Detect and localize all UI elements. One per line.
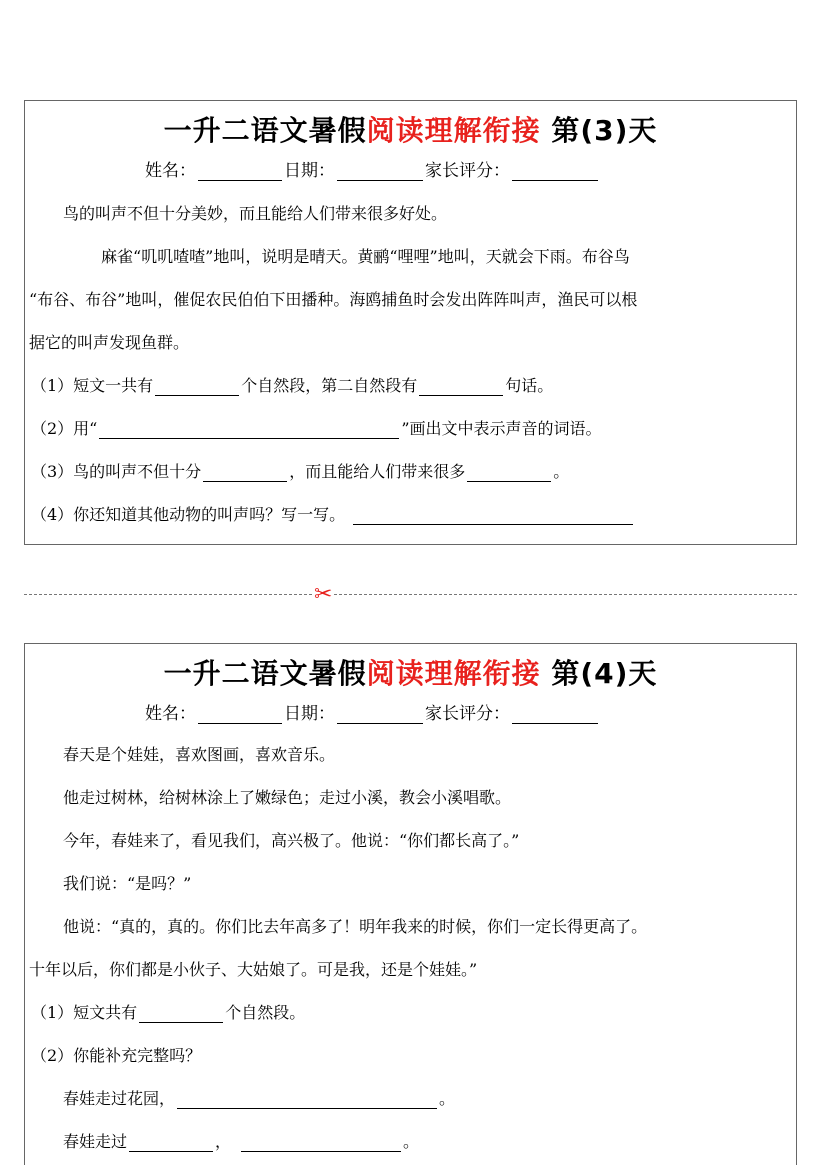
passage-line: 十年以后，你们都是小伙子、大姑娘了。可是我，还是个娃娃。” bbox=[29, 960, 478, 979]
passage-line: “布谷、布谷”地叫，催促农民伯伯下田播种。海鸥捕鱼时会发出阵阵叫声，渔民可以根 bbox=[29, 290, 638, 309]
answer-blank[interactable] bbox=[241, 1133, 401, 1152]
passage-line: 他说：“真的，真的。你们比去年高多了！明年我来的时候，你们一定长得更高了。 bbox=[63, 917, 648, 936]
date-blank[interactable] bbox=[337, 705, 423, 724]
student-info-row: 姓名： 日期： 家长评分： bbox=[145, 699, 600, 724]
card-title: 一升二语文暑假阅读理解衔接 第(3)天 bbox=[163, 114, 658, 147]
passage-line: 今年，春娃来了，看见我们，高兴极了。他说：“你们都长高了。” bbox=[63, 831, 520, 850]
scissors-icon: ✂ bbox=[314, 582, 333, 607]
passage-line: 我们说：“是吗？” bbox=[63, 874, 192, 893]
passage-line: 春天是个娃娃，喜欢图画，喜欢音乐。 bbox=[63, 745, 336, 764]
fill-sentence-2: 春娃走过 ， 。 bbox=[63, 1132, 420, 1151]
exercise-card-day3 bbox=[24, 100, 797, 545]
score-blank[interactable] bbox=[512, 162, 598, 181]
answer-blank[interactable] bbox=[353, 506, 633, 525]
fill-sentence-1: 春娃走过花园， 。 bbox=[63, 1089, 456, 1108]
cut-line bbox=[24, 594, 797, 595]
answer-blank[interactable] bbox=[155, 377, 239, 396]
question-1: （1）短文共有 个自然段。 bbox=[31, 1003, 306, 1022]
date-blank[interactable] bbox=[337, 162, 423, 181]
answer-blank[interactable] bbox=[139, 1004, 223, 1023]
question-4: （4）你还知道其他动物的叫声吗？写一写。 bbox=[31, 502, 790, 525]
answer-blank[interactable] bbox=[203, 463, 287, 482]
question-2: （2）你能补充完整吗？ bbox=[31, 1046, 202, 1065]
name-blank[interactable] bbox=[198, 162, 282, 181]
passage-line: 据它的叫声发现鱼群。 bbox=[29, 333, 190, 352]
question-2: （2）用“ ”画出文中表示声音的词语。 bbox=[31, 419, 602, 438]
exercise-card-day4 bbox=[24, 643, 797, 1165]
question-3: （3）鸟的叫声不但十分 ，而且能给人们带来很多 。 bbox=[31, 462, 570, 481]
answer-blank[interactable] bbox=[177, 1090, 437, 1109]
answer-blank[interactable] bbox=[99, 420, 399, 439]
card-title: 一升二语文暑假阅读理解衔接 第(4)天 bbox=[163, 657, 658, 690]
question-1: （1）短文一共有 个自然段，第二自然段有 句话。 bbox=[31, 376, 554, 395]
passage-line: 麻雀“叽叽喳喳”地叫，说明是晴天。黄鹂“哩哩”地叫，天就会下雨。布谷鸟 bbox=[101, 247, 630, 266]
answer-blank[interactable] bbox=[419, 377, 503, 396]
student-info-row: 姓名： 日期： 家长评分： bbox=[145, 156, 600, 181]
answer-blank[interactable] bbox=[467, 463, 551, 482]
score-blank[interactable] bbox=[512, 705, 598, 724]
answer-blank[interactable] bbox=[129, 1133, 213, 1152]
passage-line: 他走过树林，给树林涂上了嫩绿色；走过小溪，教会小溪唱歌。 bbox=[63, 788, 512, 807]
passage-line: 鸟的叫声不但十分美妙，而且能给人们带来很多好处。 bbox=[63, 204, 448, 223]
name-blank[interactable] bbox=[198, 705, 282, 724]
